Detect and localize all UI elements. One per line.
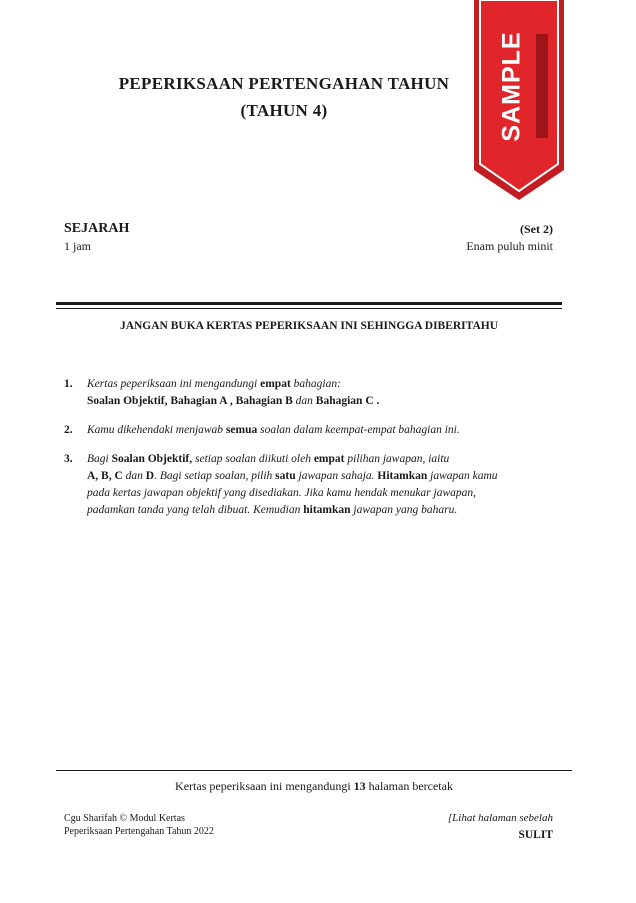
footer-rule: [56, 770, 572, 771]
text-run: bahagian:: [290, 378, 341, 390]
ribbon-label-wrap: [492, 28, 532, 144]
exam-title: PEPERIKSAAN PERTENGAHAN TAHUN: [118, 74, 450, 93]
ribbon-tag: [536, 34, 548, 138]
text-run-bold: A, B, C: [87, 470, 123, 482]
text-run: pilihan jawapan, iaitu: [344, 453, 450, 465]
text-run: .: [373, 395, 380, 407]
text-run-bold: satu: [275, 470, 296, 482]
text-run: halaman bercetak: [365, 779, 453, 793]
text-run-bold: empat: [313, 453, 345, 465]
text-run-bold: empat: [260, 378, 291, 390]
instruction-item: [64, 376, 554, 410]
text-run: Kertas peperiksaan ini mengandungi: [87, 378, 261, 390]
text-run-bold: hitamkan: [303, 504, 351, 516]
page-count-number: 13: [353, 779, 366, 793]
header-rule-thick: [56, 302, 562, 305]
sample-label: SAMPLE: [497, 30, 526, 142]
text-run-bold: Soalan Objektif, Bahagian A: [87, 395, 227, 407]
header-rule-thin: [56, 308, 562, 309]
text-run: ,: [226, 395, 236, 407]
text-run: jawapan yang baharu.: [350, 504, 458, 516]
text-run: Bagi: [87, 453, 112, 465]
footer-credit: [64, 812, 214, 838]
footer-credit-line: Cgu Sharifah © Modul Kertas: [64, 813, 185, 824]
text-run: jawapan sahaja.: [295, 470, 378, 482]
instruction-number: 1.: [64, 378, 73, 390]
text-run: dan: [292, 395, 316, 407]
text-run: soalan dalam keempat-empat bahagian ini.: [257, 424, 460, 436]
text-run-bold: Bahagian C: [315, 395, 374, 407]
text-run-bold: D: [145, 470, 155, 482]
footer-credit-line: Peperiksaan Pertengahan Tahun 2022: [64, 826, 214, 837]
text-run: pada kertas jawapan objektif yang disediakan. Jika kamu hendak menukar jawapan,: [87, 487, 477, 499]
text-run-bold: semua: [225, 424, 258, 436]
sample-ribbon: [474, 0, 564, 200]
instruction-item: [64, 451, 554, 519]
set-number: (Set 2): [520, 222, 553, 236]
duration: 1 jam: [64, 239, 91, 253]
instruction-number: 3.: [64, 453, 73, 465]
text-run: . Bagi setiap soalan, pilih: [154, 470, 276, 482]
instruction-item: [64, 422, 554, 439]
subject-name: SEJARAH: [64, 221, 130, 236]
exam-year-level: (TAHUN 4): [240, 101, 328, 120]
text-run: setiap soalan diikuti oleh: [192, 453, 314, 465]
text-run: jawapan kamu: [427, 470, 498, 482]
instruction-text: [87, 422, 554, 439]
text-run: padamkan tanda yang telah dibuat. Kemudian: [87, 504, 304, 516]
text-run: Kamu dikehendaki menjawab: [87, 424, 226, 436]
instruction-text: [87, 451, 554, 519]
text-run-bold: Hitamkan: [377, 470, 428, 482]
instruction-number: 2.: [64, 424, 73, 436]
text-run: Kertas peperiksaan ini mengandungi: [175, 779, 354, 793]
see-next-page-note: [Lihat halaman sebelah: [447, 812, 553, 824]
page-count-note: [56, 779, 572, 794]
duration-in-words: Enam puluh minit: [466, 239, 553, 253]
instructions-list: [64, 376, 554, 531]
do-not-open-warning: JANGAN BUKA KERTAS PEPERIKSAAN INI SEHINGGA DIBERITAHU: [119, 320, 499, 332]
text-run: dan: [122, 470, 146, 482]
instruction-text: [87, 376, 554, 410]
confidential-label: SULIT: [518, 829, 553, 841]
text-run-bold: Soalan Objektif,: [111, 453, 193, 465]
text-run-bold: Bahagian B: [235, 395, 293, 407]
